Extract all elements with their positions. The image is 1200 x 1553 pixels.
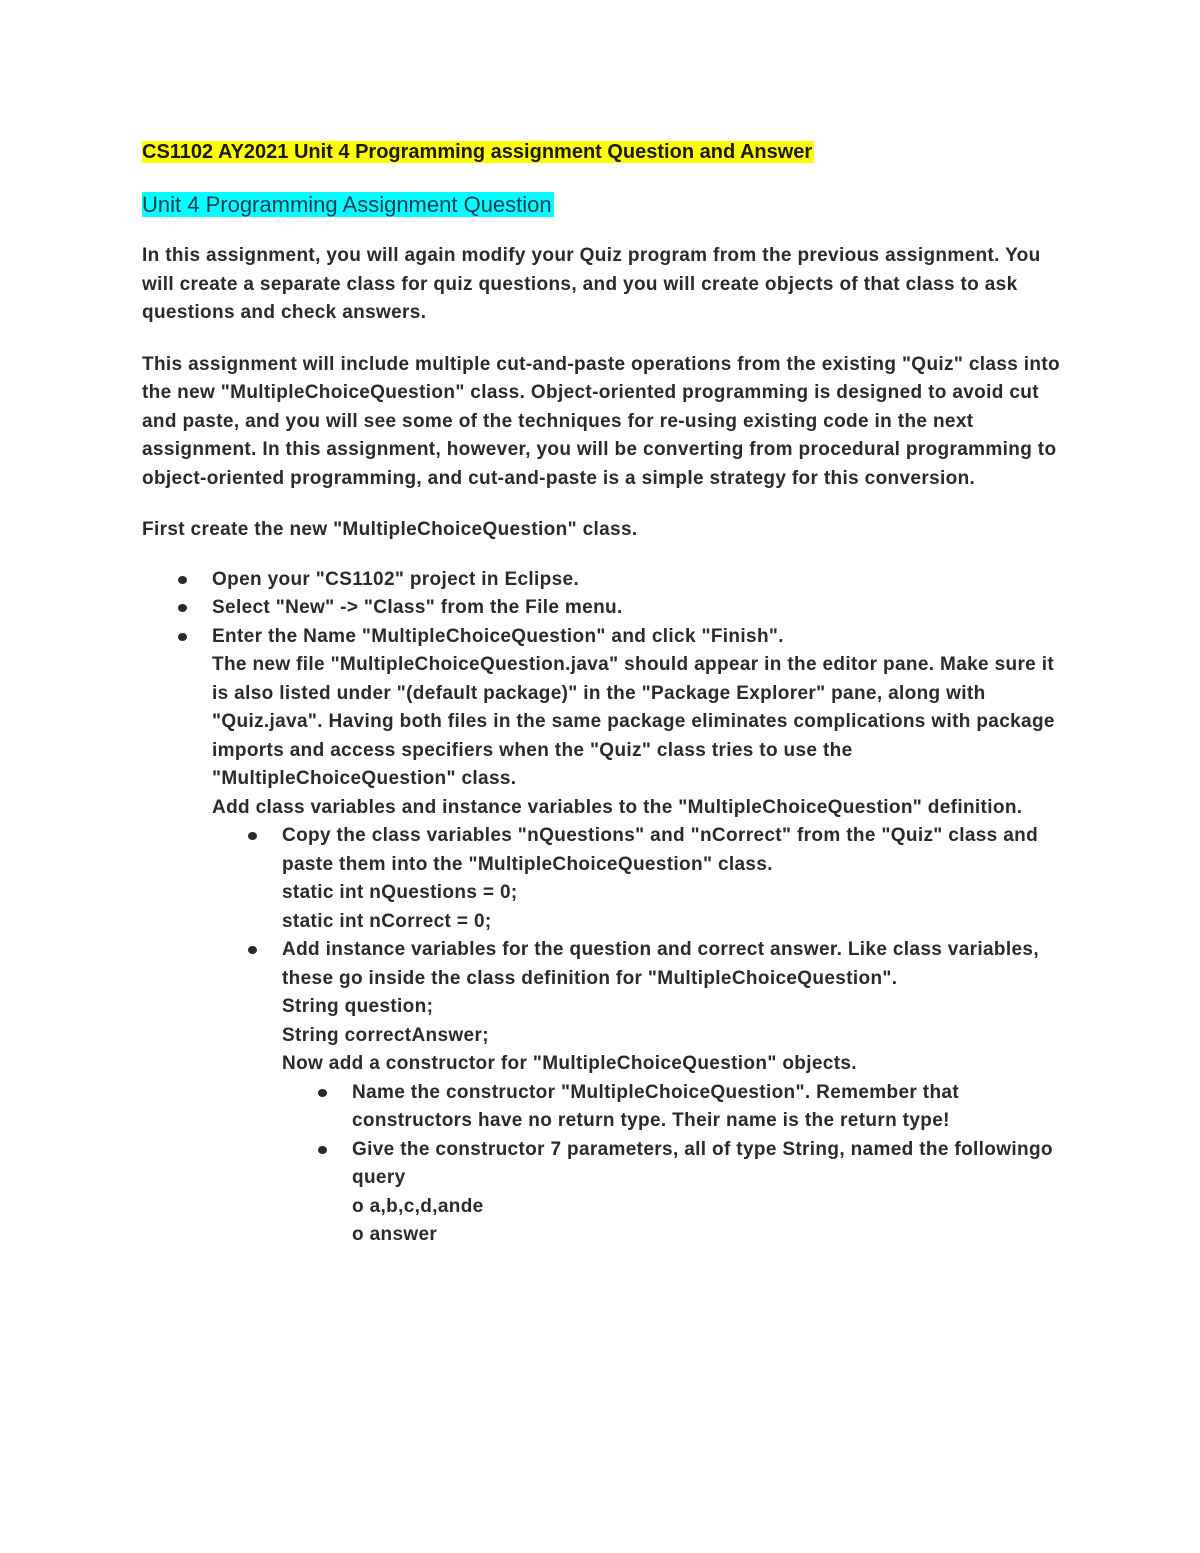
bullet-icon <box>248 832 257 840</box>
list-item <box>142 623 1072 1250</box>
parameter-item: o answer <box>352 1224 438 1245</box>
step-give-text: Give the constructor 7 parameters, all of type String, named the followingo query <box>352 1138 1053 1188</box>
step-copy-text: Copy the class variables "nQuestions" and "nCorrect" from the "Quiz" class and paste them into the "MultipleChoiceQuestion" class. <box>282 825 1039 875</box>
list-item <box>142 594 1072 623</box>
sub-steps-list <box>212 822 1072 1250</box>
section-heading <box>142 190 1072 220</box>
code-line: String question; <box>282 996 434 1017</box>
bullet-icon <box>318 1146 327 1154</box>
bullet-icon <box>178 604 187 612</box>
title-highlight: CS1102 AY2021 Unit 4 Programming assignment Question and Answer <box>142 141 813 163</box>
list-item <box>282 1079 1072 1136</box>
list-item <box>282 1136 1072 1250</box>
list-item <box>212 822 1072 936</box>
code-line: String correctAnswer; <box>282 1024 489 1046</box>
document-title <box>142 138 1072 166</box>
step-open-text: Open your "CS1102" project in Eclipse. <box>212 568 580 590</box>
parameter-item: o a,b,c,d,ande <box>352 1195 484 1217</box>
bullet-icon <box>178 576 187 584</box>
list-item <box>142 566 1072 595</box>
intro-paragraph: In this assignment, you will again modify your Quiz program from the previous assignment. You will create a separate class for quiz questions, and you will create objects of that class to ask questions and check answers. <box>142 245 1041 323</box>
heading-highlight: Unit 4 Programming Assignment Question <box>142 192 552 217</box>
step-add-text: Add instance variables for the question and correct answer. Like class variables, these go inside the class definition for "MultipleChoiceQuestion". <box>282 939 1039 989</box>
code-line: static int nCorrect = 0; <box>282 910 492 932</box>
step-name-text: Name the constructor "MultipleChoiceQuestion". Remember that constructors have no return type. Their name is the return type! <box>352 1081 959 1131</box>
bullet-icon <box>318 1089 327 1097</box>
step-add-variables-note: Add class variables and instance variables to the "MultipleChoiceQuestion" definition. <box>212 796 1023 818</box>
bullet-icon <box>248 946 257 954</box>
cut-paste-paragraph: This assignment will include multiple cut-and-paste operations from the existing "Quiz" class into the new "MultipleChoiceQuestion" class. Object-oriented programming is designed to avoid cut and paste, and you will see some of the techniques for re-using existing code in the next assignment. In this assignment, however, you will be converting from procedural programming to object-oriented programming, and cut-and-paste is a simple strategy for this conversion. <box>142 353 1061 489</box>
step-enter-text: Enter the Name "MultipleChoiceQuestion" and click "Finish". <box>212 625 784 647</box>
bullet-icon <box>178 633 187 641</box>
document-page <box>142 138 1072 1250</box>
code-line: static int nQuestions = 0; <box>282 882 518 903</box>
list-item <box>212 936 1072 1250</box>
first-step-paragraph: First create the new "MultipleChoiceQuestion" class. <box>142 519 638 540</box>
constructor-steps-list <box>282 1079 1072 1250</box>
step-constructor-note: Now add a constructor for "MultipleChoiceQuestion" objects. <box>282 1053 857 1074</box>
step-select-text: Select "New" -> "Class" from the File menu. <box>212 597 623 618</box>
step-enter-note: The new file "MultipleChoiceQuestion.java" should appear in the editor pane. Make sure it is also listed under "(default package)" in the "Package Explorer" pane, along with "Quiz.java". Having both files in the same package eliminates complications with package imports and access specifiers when the "Quiz" class tries to use the "MultipleChoiceQuestion" class. <box>212 654 1055 789</box>
steps-list <box>142 566 1072 1250</box>
